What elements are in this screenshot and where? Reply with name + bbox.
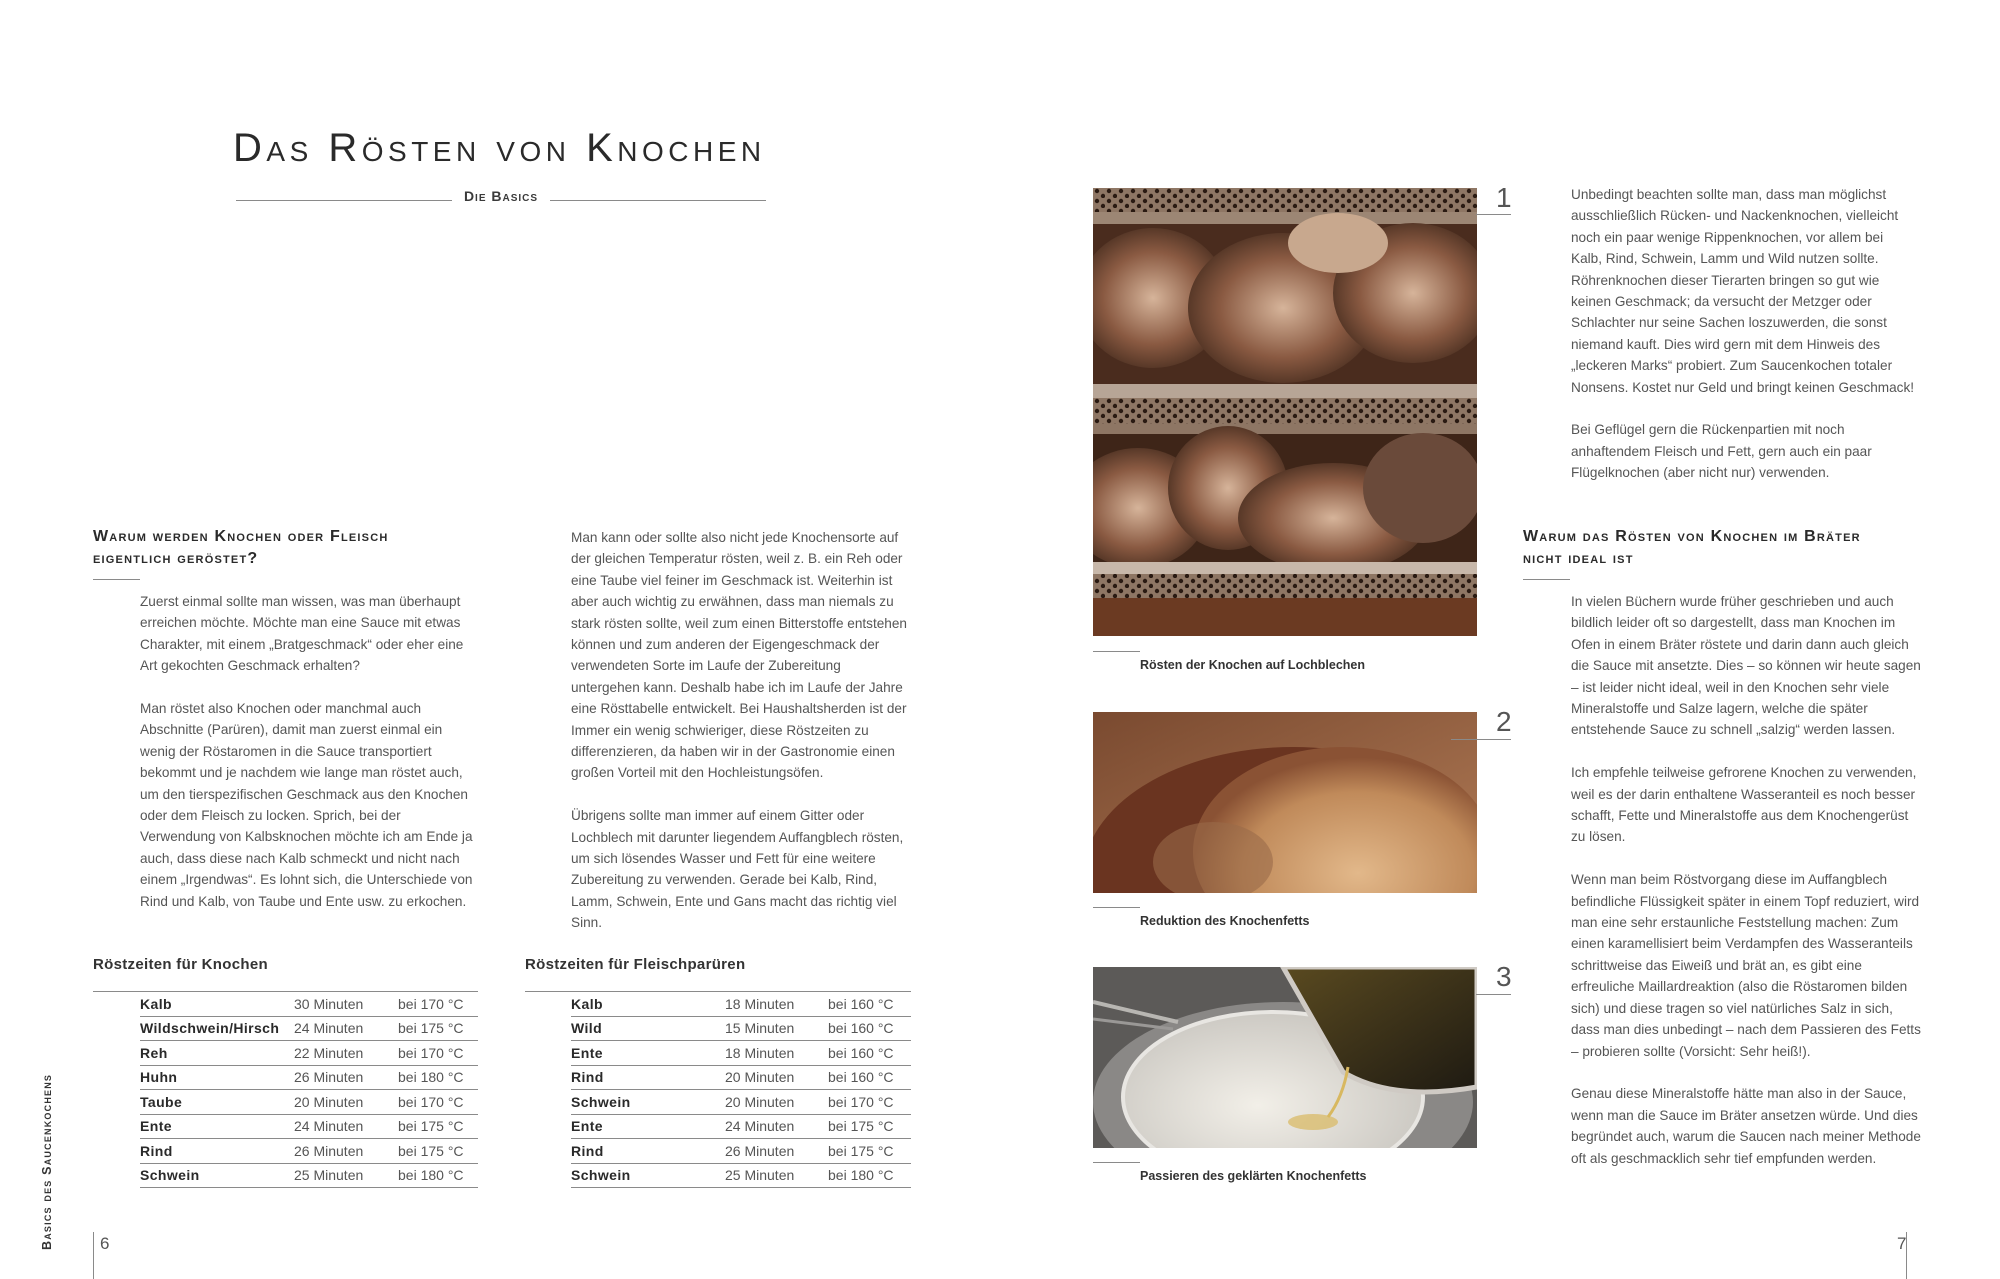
table-row <box>140 992 478 1017</box>
section2-body <box>1571 591 1921 1169</box>
section-heading-braiser <box>1523 526 1943 570</box>
table-trimmings-title: Röstzeiten für Fleischparüren <box>525 956 746 973</box>
caption-rule <box>1093 651 1140 652</box>
paragraph: Übrigens sollte man immer auf einem Gitter oder Lochblech mit darunter liegendem Auffangblech rösten, um sich lösendes Wasser und Fett für eine weitere Zubereitung zu verwenden. Gerade bei Kalb, Rind, Lamm, Schwein, Ente und Gans macht das richtig viel Sinn. <box>571 808 904 931</box>
section-heading-why-roast <box>93 526 493 570</box>
table-cell-time: 26 Minuten <box>294 1069 364 1086</box>
photo-number-3: 3 <box>1496 961 1512 992</box>
table-cell-temp: bei 160 °C <box>828 1069 894 1086</box>
fat-reduction-image <box>1093 712 1477 893</box>
roasted-bones-image <box>1093 188 1477 636</box>
table-cell-item: Huhn <box>140 1069 178 1086</box>
table-cell-item: Reh <box>140 1044 168 1061</box>
heading-line: Warum das Rösten von Knochen im Bräter <box>1523 528 1861 545</box>
table-row <box>140 1139 478 1164</box>
subtitle-rule-right <box>550 200 766 201</box>
photo-number-1: 1 <box>1496 182 1512 213</box>
paragraph: Genau diese Mineralstoffe hätte man also in der Sauce, wenn man die Sauce im Bräter ansetzen würde. Und dies begründet auch, warum die Saucen nach meiner Methode oft als geschmacklich sehr tief empfunden werden. <box>1571 1086 1921 1166</box>
table-cell-time: 24 Minuten <box>294 1118 364 1135</box>
table-cell-time: 20 Minuten <box>725 1093 795 1110</box>
table-cell-time: 26 Minuten <box>294 1142 364 1159</box>
page-number-bar <box>93 1232 94 1279</box>
table-bones-title: Röstzeiten für Knochen <box>93 956 268 973</box>
photo-number-2: 2 <box>1496 706 1512 737</box>
table-cell-item: Rind <box>571 1142 604 1159</box>
table-cell-item: Kalb <box>571 995 603 1012</box>
caption-rule <box>1093 907 1140 908</box>
section-subtitle <box>236 186 766 206</box>
table-cell-time: 25 Minuten <box>294 1167 364 1184</box>
table-row <box>140 1041 478 1066</box>
table-cell-item: Kalb <box>140 995 172 1012</box>
table-cell-item: Schwein <box>140 1167 200 1184</box>
heading-line: eigentlich geröstet? <box>93 550 259 567</box>
running-head-side: Basics des Saucenkochens <box>40 1073 54 1250</box>
table-row <box>571 1164 911 1189</box>
table-cell-item: Ente <box>140 1118 172 1135</box>
heading-line: Warum werden Knochen oder Fleisch <box>93 528 389 545</box>
page-number-bar <box>1906 1232 1907 1279</box>
table-cell-time: 24 Minuten <box>725 1118 795 1135</box>
table-cell-time: 30 Minuten <box>294 995 364 1012</box>
table-cell-temp: bei 170 °C <box>398 995 464 1012</box>
table-cell-temp: bei 170 °C <box>828 1093 894 1110</box>
photo-number-rule <box>1476 994 1511 995</box>
table-cell-time: 26 Minuten <box>725 1142 795 1159</box>
heading-line: nicht ideal ist <box>1523 550 1634 567</box>
table-cell-item: Wild <box>571 1020 603 1037</box>
table-row <box>571 1115 911 1140</box>
table-cell-temp: bei 180 °C <box>828 1167 894 1184</box>
page-number-right: 7 <box>1897 1234 1907 1253</box>
table-cell-item: Rind <box>571 1069 604 1086</box>
paragraph: Zuerst einmal sollte man wissen, was man überhaupt erreichen möchte. Möchte man eine Sauce mit etwas Charakter, mit einem „Bratgeschmack“ oder eher eine Art gekochten Geschmack erhalten? <box>140 594 464 674</box>
straining-image <box>1093 967 1477 1148</box>
table-cell-temp: bei 160 °C <box>828 1044 894 1061</box>
table-row <box>140 1115 478 1140</box>
paragraph: Man kann oder sollte also nicht jede Knochensorte auf der gleichen Temperatur rösten, weil z. B. ein Reh oder eine Taube viel feiner im Geschmack ist. Weiterhin ist aber auch wichtig zu erwähnen, dass man niemals zu stark rösten sollte, weil zum einen Bitterstoffe entstehen können und zum anderen der Eigengeschmack der verwendeten Sorte im Laufe der Zubereitung untergehen kann. Deshalb habe ich im Laufe der Jahre eine Rösttabelle entwickelt. Bei Haushaltsherden ist der Immer ein wenig schwieriger, diese Röstzeiten zu differenzieren, da haben wir in der Gastronomie einen großen Vorteil mit den Hochleistungsöfen. <box>571 530 907 781</box>
table-row <box>571 992 911 1017</box>
paragraph: Wenn man beim Röstvorgang diese im Auffangblech befindliche Flüssigkeit später in einem Topf reduziert, wird man eine sehr erstaunliche Feststellung machen: Zum einen karamellisiert beim Verdampfen des Wasseranteils schrittweise das Eiweiß und brät an, es gibt eine erfreuliche Maillardreaktion (also die Röstaromen bilden sich) und diese tragen so viel natürliches Salz in sich, dass man dies unbedingt – nach dem Passieren des Fetts – probieren sollte (Vorsicht: Sehr heiß!). <box>1571 872 1921 1059</box>
table-row <box>571 1017 911 1042</box>
table-cell-temp: bei 180 °C <box>398 1069 464 1086</box>
section1-body <box>140 591 475 912</box>
photo-roasted-bones <box>1093 188 1477 636</box>
paragraph: Unbedingt beachten sollte man, dass man möglichst ausschließlich Rücken- und Nackenknochen, vielleicht noch ein paar wenige Rippenknochen, vor allem bei Kalb, Rind, Schwein, Lamm und Wild nutzen sollte. Röhrenknochen dieser Tierarten bringen so gut wie keinen Geschmack; da versucht der Metzger oder Schlachter nur seine Sachen loszuwerden, die sonst niemand kauft. Dies wird gern mit dem Hinweis des „leckeren Marks“ probiert. Zum Saucenkochen totaler Nonsens. Kostet nur Geld und bringt keinen Geschmack! <box>1571 187 1915 395</box>
page-number-left: 6 <box>100 1234 110 1253</box>
table-bones <box>140 992 478 1188</box>
table-cell-temp: bei 160 °C <box>828 1020 894 1037</box>
table-cell-time: 15 Minuten <box>725 1020 795 1037</box>
table-cell-temp: bei 180 °C <box>398 1167 464 1184</box>
table-cell-temp: bei 160 °C <box>828 995 894 1012</box>
table-cell-item: Wildschwein/Hirsch <box>140 1020 280 1037</box>
table-row <box>140 1090 478 1115</box>
photo-caption-3: Passieren des geklärten Knochenfetts <box>1140 1169 1367 1183</box>
table-cell-item: Ente <box>571 1118 603 1135</box>
table-cell-temp: bei 175 °C <box>398 1020 464 1037</box>
photo-straining <box>1093 967 1477 1148</box>
table-row <box>571 1090 911 1115</box>
column2-body <box>571 527 909 934</box>
table-cell-time: 20 Minuten <box>725 1069 795 1086</box>
table-cell-time: 25 Minuten <box>725 1167 795 1184</box>
table-cell-time: 22 Minuten <box>294 1044 364 1061</box>
photo-caption-2: Reduktion des Knochenfetts <box>1140 914 1310 928</box>
table-row <box>571 1139 911 1164</box>
page-title: Das Rösten von Knochen <box>233 125 766 170</box>
table-cell-time: 18 Minuten <box>725 995 795 1012</box>
table-cell-item: Ente <box>571 1044 603 1061</box>
paragraph: Bei Geflügel gern die Rückenpartien mit noch anhaftendem Fleisch und Fett, gern auch ein paar Flügelknochen (aber nicht nur) verwenden. <box>1571 422 1872 481</box>
table-cell-time: 18 Minuten <box>725 1044 795 1061</box>
table-cell-temp: bei 170 °C <box>398 1044 464 1061</box>
subtitle-rule-left <box>236 200 452 201</box>
table-row <box>140 1164 478 1189</box>
table-trimmings <box>571 992 911 1188</box>
table-row <box>140 1066 478 1091</box>
heading-rule <box>1523 579 1570 580</box>
table-cell-temp: bei 175 °C <box>398 1142 464 1159</box>
intro-body <box>1571 184 1916 484</box>
table-cell-item: Schwein <box>571 1093 631 1110</box>
paragraph: Man röstet also Knochen oder manchmal auch Abschnitte (Parüren), damit man zuerst einmal ein wenig der Röstaromen in die Sauce transportiert bekommt und je nachdem wie lange man röstet auch, um den tierspezifischen Geschmack aus den Knochen oder dem Fleisch zu locken. Sprich, bei der Verwendung von Kalbsknochen möchte ich am Ende ja auch, dass diese nach Kalb schmeckt und nicht nach einem „Irgendwas“. Es lohnt sich, die Unterschiede von Rind und Kalb, von Taube und Ente usw. zu erkochen. <box>140 701 473 909</box>
paragraph: Ich empfehle teilweise gefrorene Knochen zu verwenden, weil es der darin enthaltene Wasseranteil es noch besser schafft, Fette und Mineralstoffe aus dem Knochengerüst zu lösen. <box>1571 765 1917 845</box>
subtitle-label: Die Basics <box>463 188 539 204</box>
photo-caption-1: Rösten der Knochen auf Lochblechen <box>1140 658 1366 672</box>
heading-rule <box>93 579 140 580</box>
table-cell-time: 20 Minuten <box>294 1093 364 1110</box>
caption-rule <box>1093 1162 1140 1163</box>
table-cell-item: Taube <box>140 1093 183 1110</box>
table-cell-temp: bei 170 °C <box>398 1093 464 1110</box>
photo-fat-reduction <box>1093 712 1477 893</box>
photo-number-rule <box>1476 214 1511 215</box>
table-row <box>140 1017 478 1042</box>
photo-number-rule <box>1451 739 1511 740</box>
table-cell-temp: bei 175 °C <box>828 1118 894 1135</box>
table-cell-temp: bei 175 °C <box>398 1118 464 1135</box>
table-cell-item: Schwein <box>571 1167 631 1184</box>
paragraph: In vielen Büchern wurde früher geschrieben und auch bildlich leider oft so dargestellt, dass man Knochen im Ofen in einem Bräter röstete und darin dann auch gleich die Sauce mit ansetzte. Dies – so können wir heute sagen – ist leider nicht ideal, weil in den Knochen sehr viele Mineralstoffe und Salze lagern, welche die später entstehende Sauce zu schnell „salzig“ werden lassen. <box>1571 594 1921 738</box>
table-cell-temp: bei 175 °C <box>828 1142 894 1159</box>
table-cell-item: Rind <box>140 1142 173 1159</box>
table-row <box>571 1066 911 1091</box>
table-row <box>571 1041 911 1066</box>
table-cell-time: 24 Minuten <box>294 1020 364 1037</box>
